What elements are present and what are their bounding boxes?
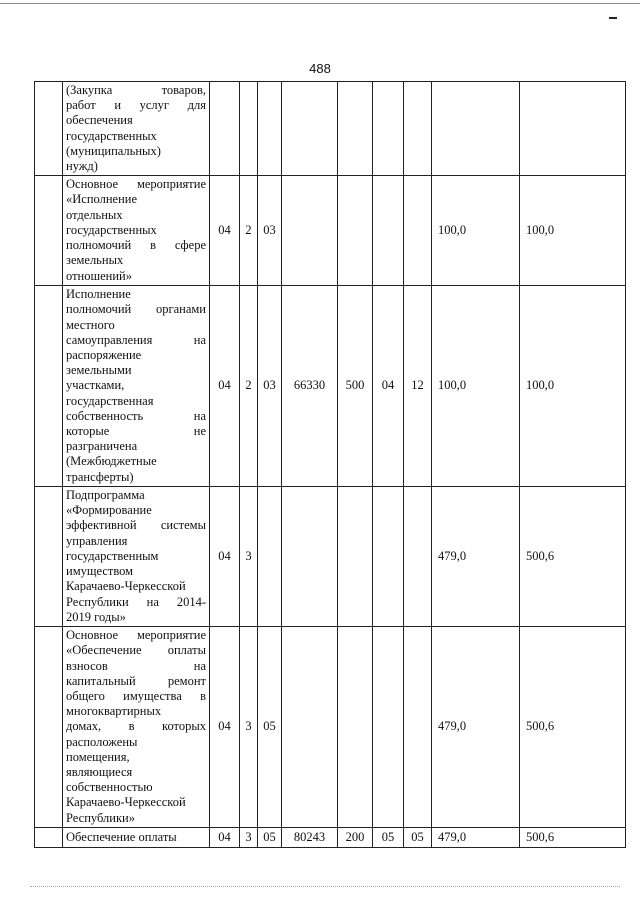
description-line: Обеспечение оплаты <box>66 829 177 844</box>
row-index-cell <box>35 82 63 176</box>
description-line: общего имущества в <box>66 688 206 703</box>
code-subprogram-cell: 05 <box>258 828 282 848</box>
description-line: работ и услуг для <box>66 98 206 113</box>
code-program-cell: 2 <box>240 286 258 487</box>
description-line: обеспечения <box>66 113 133 128</box>
code-subprogram-cell <box>258 487 282 627</box>
table-row <box>35 176 626 286</box>
expense-type-cell <box>338 82 373 176</box>
table-row <box>35 627 626 828</box>
code-direction-cell <box>282 627 338 828</box>
code-section-cell: 04 <box>210 176 240 286</box>
description-line: 2019 годы» <box>66 609 126 624</box>
code-program-cell: 3 <box>240 487 258 627</box>
description-line: Основное мероприятие <box>66 177 206 192</box>
row-description <box>63 176 210 286</box>
bottom-rule <box>30 886 620 887</box>
code-subprogram-cell: 05 <box>258 627 282 828</box>
description-line: участками, <box>66 378 125 393</box>
amount-year1-cell: 479,0 <box>432 487 520 627</box>
description-line: многоквартирных <box>66 704 162 719</box>
scan-mark <box>609 17 617 19</box>
description-line: государственным <box>66 548 159 563</box>
expense-type-cell: 500 <box>338 286 373 487</box>
description-line: (муниципальных) <box>66 143 161 158</box>
description-line: Подпрограмма <box>66 488 145 503</box>
amount-year2-cell: 500,6 <box>520 828 626 848</box>
description-line: управления <box>66 533 128 548</box>
description-line: Республики на 2014- <box>66 594 206 609</box>
code-subprogram-cell <box>258 82 282 176</box>
description-line: помещения, <box>66 749 130 764</box>
description-line: государственных <box>66 222 157 237</box>
top-rule <box>0 3 640 4</box>
code-section-cell <box>210 82 240 176</box>
table-row <box>35 828 626 848</box>
description-line: государственных <box>66 128 157 143</box>
table-row <box>35 286 626 487</box>
code-program-cell: 3 <box>240 828 258 848</box>
description-line: отношений» <box>66 268 132 283</box>
description-line: являющиеся <box>66 765 133 779</box>
subsection-cell: 05 <box>404 828 432 848</box>
description-line: местного <box>66 317 115 332</box>
description-line: взносов на <box>66 658 206 673</box>
description-line: полномочий в сфере <box>66 238 206 253</box>
description-line: отдельных <box>66 207 123 222</box>
description-line: (Межбюджетные <box>66 454 157 469</box>
row-description <box>63 828 210 848</box>
code-section-cell: 04 <box>210 627 240 828</box>
code-section-cell: 04 <box>210 828 240 848</box>
row-index-cell <box>35 176 63 286</box>
description-line: капитальный ремонт <box>66 673 206 688</box>
description-line: «Формирование <box>66 503 152 518</box>
description-line: распоряжение <box>66 347 142 362</box>
code-section-cell: 04 <box>210 286 240 487</box>
row-index-cell <box>35 627 63 828</box>
code-direction-cell: 66330 <box>282 286 338 487</box>
description-line: Карачаево-Черкесской <box>66 795 186 810</box>
code-program-cell: 3 <box>240 627 258 828</box>
description-line: Исполнение <box>66 287 131 302</box>
row-description <box>63 627 210 828</box>
description-line: государственная <box>66 393 154 408</box>
budget-table <box>34 81 626 848</box>
subsection-cell <box>404 487 432 627</box>
description-line: полномочий органами <box>66 302 206 317</box>
description-line: эффективной системы <box>66 518 206 533</box>
section-cell <box>373 82 404 176</box>
row-description <box>63 487 210 627</box>
section-cell <box>373 487 404 627</box>
code-subprogram-cell: 03 <box>258 176 282 286</box>
amount-year1-cell: 479,0 <box>432 627 520 828</box>
row-description <box>63 286 210 487</box>
expense-type-cell <box>338 627 373 828</box>
amount-year2-cell <box>520 82 626 176</box>
code-direction-cell: 80243 <box>282 828 338 848</box>
description-line: «Исполнение <box>66 192 138 207</box>
description-line: собственностью <box>66 780 153 795</box>
code-program-cell <box>240 82 258 176</box>
expense-type-cell: 200 <box>338 828 373 848</box>
code-program-cell: 2 <box>240 176 258 286</box>
row-index-cell <box>35 286 63 487</box>
section-cell <box>373 627 404 828</box>
description-line: домах, в которых <box>66 719 206 734</box>
description-line: Республики» <box>66 810 135 825</box>
code-direction-cell <box>282 176 338 286</box>
amount-year2-cell: 500,6 <box>520 627 626 828</box>
page-number: 488 <box>309 61 331 76</box>
description-line: Основное мероприятие <box>66 628 206 643</box>
section-cell <box>373 176 404 286</box>
description-line: имуществом <box>66 564 134 579</box>
expense-type-cell <box>338 176 373 286</box>
description-line: собственность на <box>66 408 206 423</box>
description-line: разграничена <box>66 439 138 454</box>
code-direction-cell <box>282 487 338 627</box>
code-section-cell: 04 <box>210 487 240 627</box>
section-cell: 05 <box>373 828 404 848</box>
subsection-cell: 12 <box>404 286 432 487</box>
row-description <box>63 82 210 176</box>
amount-year1-cell: 100,0 <box>432 176 520 286</box>
description-line: трансферты) <box>66 469 134 484</box>
table-row <box>35 487 626 627</box>
description-line: которые не <box>66 424 206 438</box>
description-line: Карачаево-Черкесской <box>66 579 186 594</box>
description-line: земельных <box>66 253 124 268</box>
amount-year2-cell: 500,6 <box>520 487 626 627</box>
amount-year1-cell <box>432 82 520 176</box>
expense-type-cell <box>338 487 373 627</box>
row-index-cell <box>35 487 63 627</box>
description-line: (Закупка товаров, <box>66 82 206 97</box>
description-line: расположены <box>66 734 138 749</box>
subsection-cell <box>404 176 432 286</box>
code-subprogram-cell: 03 <box>258 286 282 487</box>
code-direction-cell <box>282 82 338 176</box>
section-cell: 04 <box>373 286 404 487</box>
table-row <box>35 82 626 176</box>
description-line: «Обеспечение оплаты <box>66 643 206 658</box>
description-line: самоуправления на <box>66 332 206 347</box>
description-line: земельными <box>66 363 132 378</box>
amount-year1-cell: 479,0 <box>432 828 520 848</box>
amount-year1-cell: 100,0 <box>432 286 520 487</box>
subsection-cell <box>404 82 432 176</box>
amount-year2-cell: 100,0 <box>520 176 626 286</box>
amount-year2-cell: 100,0 <box>520 286 626 487</box>
subsection-cell <box>404 627 432 828</box>
description-line: нужд) <box>66 158 98 173</box>
row-index-cell <box>35 828 63 848</box>
